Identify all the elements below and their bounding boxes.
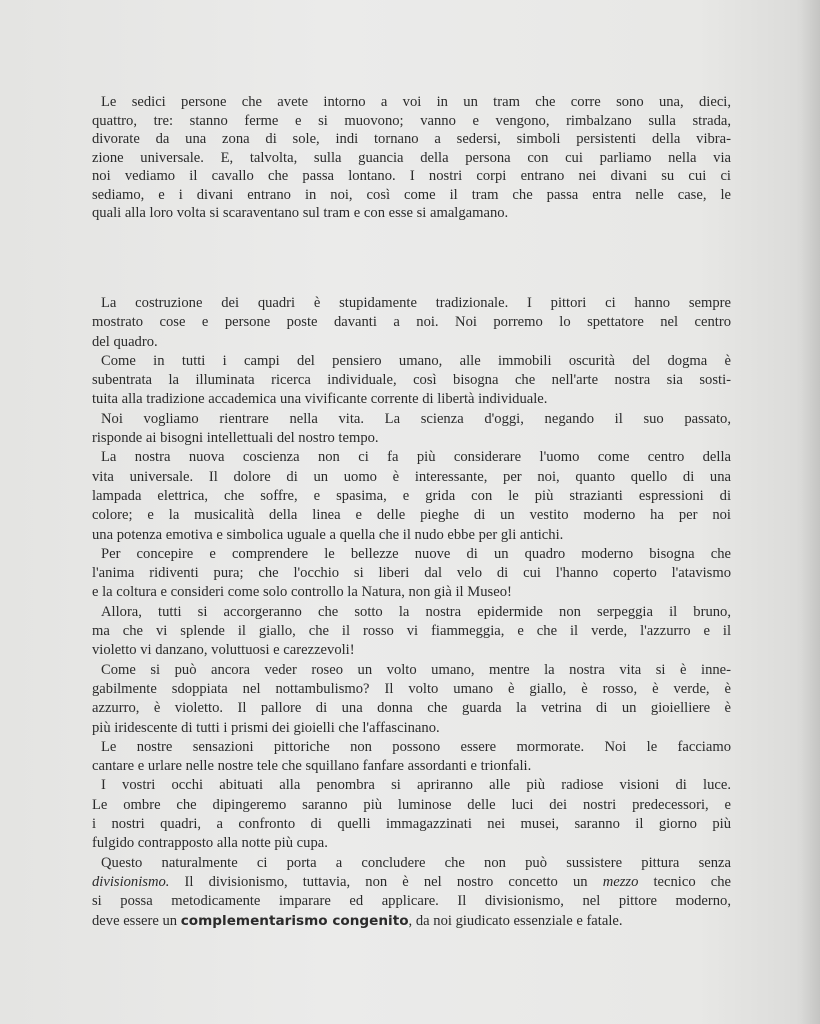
text-line: del quadro. [92, 333, 158, 350]
text-line: La costruzione dei quadri è stupidamente tradizionale. I pittori ci hanno sempre [101, 295, 731, 311]
text-line: violetto vi danzano, voluttuosi e carezzevoli! [92, 642, 355, 659]
text-line: colore; e la musicalità della linea e delle pieghe di un vestito moderno ha per noi [92, 507, 731, 524]
paragraph [92, 448, 731, 544]
text-span: deve essere un [92, 912, 181, 929]
text-line: e la coltura e consideri come solo controllo la Natura, non già il Museo! [92, 584, 512, 601]
text-line: Le ombre che dipingeremo saranno più luminose delle luci dei nostri predecessori, e [92, 796, 731, 813]
text-line: si possa metodicamente imparare ed applicare. Il divisionismo, nel pittore moderno, [92, 893, 731, 910]
paragraph [92, 738, 731, 777]
text-line: gabilmente sdoppiata nel nottambulismo? Il volto umano è giallo, è rosso, è verde, è [92, 680, 731, 697]
text-line: Noi vogliamo rientrare nella vita. La scienza d'oggi, negando il suo passato, [101, 410, 731, 427]
text-line: azzurro, è violetto. Il pallore di una donna che guarda la vetrina di un gioielliere è [92, 700, 731, 717]
paragraph [92, 294, 731, 352]
text-line: divorate da una zona di sole, indi tornano a sedersi, simboli persistenti della vibra- [92, 131, 731, 147]
paragraph [92, 352, 731, 410]
text-line: tuita alla tradizione accademica una vivificante corrente di libertà individuale. [92, 391, 548, 408]
text-span: Il divisionismo, tuttavia, non è nel nostro concetto un [169, 873, 603, 890]
text-line: Come in tutti i campi del pensiero umano, alle immobili oscurità del dogma è [101, 352, 731, 369]
italic-text: divisionismo. [92, 873, 170, 890]
text-line: cantare e urlare nelle nostre tele che squillano fanfare assordanti e trionfali. [92, 758, 532, 775]
paragraph [92, 93, 731, 223]
paragraph [92, 854, 731, 931]
text-line: I vostri occhi abituati alla penombra si apriranno alle più radiose visioni di luce. [101, 777, 731, 794]
text-line: quali alla loro volta si scaraventano sul tram e con esse si amalgamano. [92, 205, 509, 221]
text-span: , da noi giudicato essenziale e fatale. [408, 912, 623, 929]
text-line: Come si può ancora veder roseo un volto umano, mentre la nostra vita si è inne- [101, 661, 731, 678]
bold-text: complementarismo congenito [180, 912, 409, 929]
text-line: Le nostre sensazioni pittoriche non possono essere mormorate. Noi le facciamo [101, 738, 731, 755]
text-line: mostrato cose e persone poste davanti a noi. Noi porremo lo spettatore nel centro [92, 314, 731, 331]
text-section-2 [92, 294, 731, 931]
text-section-1 [92, 93, 731, 223]
paragraph [92, 661, 731, 738]
text-line: risponde ai bisogni intellettuali del nostro tempo. [92, 430, 379, 447]
text-line: noi vediamo il cavallo che passa lontano. I nostri corpi entrano nei divani su cui ci [92, 168, 731, 184]
text-line: La nostra nuova coscienza non ci fa più considerare l'uomo come centro della [101, 449, 731, 466]
text-line: Allora, tutti si accorgeranno che sotto la nostra epidermide non serpeggia il bruno, [101, 603, 731, 620]
text-line: fulgido contrapposto alla notte più cupa. [92, 835, 328, 852]
text-line: lampada elettrica, che soffre, e spasima, e grida con le più strazianti espressioni di [92, 487, 731, 504]
text-line: una potenza emotiva e simbolica uguale a quella che il nudo ebbe per gli antichi. [92, 526, 564, 543]
text-line: Le sedici persone che avete intorno a voi in un tram che corre sono una, dieci, [101, 94, 731, 110]
page-edge [802, 0, 820, 1024]
text-line: zione universale. E, talvolta, sulla guancia della persona con cui parliamo nella via [92, 149, 731, 166]
paragraph [92, 776, 731, 853]
text-line: vita universale. Il dolore di un uomo è interessante, per noi, quanto quello di una [92, 468, 731, 485]
text-line: più iridescente di tutti i prismi dei gioielli che l'affascinano. [92, 719, 440, 736]
paragraph [92, 410, 731, 449]
text-line: Per concepire e comprendere le bellezze nuove di un quadro moderno bisogna che [101, 545, 731, 562]
italic-text: mezzo [602, 873, 639, 890]
text-line [92, 873, 731, 892]
text-line: sediamo, e i divani entrano in noi, così come il tram che passa entra nelle case, le [92, 186, 731, 203]
text-line: Questo naturalmente ci porta a concludere che non può sussistere pittura senza [101, 854, 731, 871]
text-line: subentrata la illuminata ricerca individuale, così bisogna che nell'arte nostra sia sosti- [92, 372, 731, 389]
text-line [92, 912, 731, 931]
text-line: ma che vi splende il giallo, che il rosso vi fiammeggia, e che il verde, l'azzurro e il [92, 623, 731, 640]
paragraph [92, 545, 731, 603]
text-line: quattro, tre: stanno ferme e si muovono; vanno e vengono, rimbalzano sulla strada, [92, 112, 731, 129]
paragraph [92, 603, 731, 661]
text-line: i nostri quadri, a confronto di quelli immagazzinati nei musei, saranno il giorno più [92, 816, 731, 833]
text-line: l'anima ridiventi pura; che l'occhio si liberi dal velo di cui l'hanno coperto l'atavismo [92, 565, 731, 582]
text-span: tecnico che [638, 873, 731, 890]
